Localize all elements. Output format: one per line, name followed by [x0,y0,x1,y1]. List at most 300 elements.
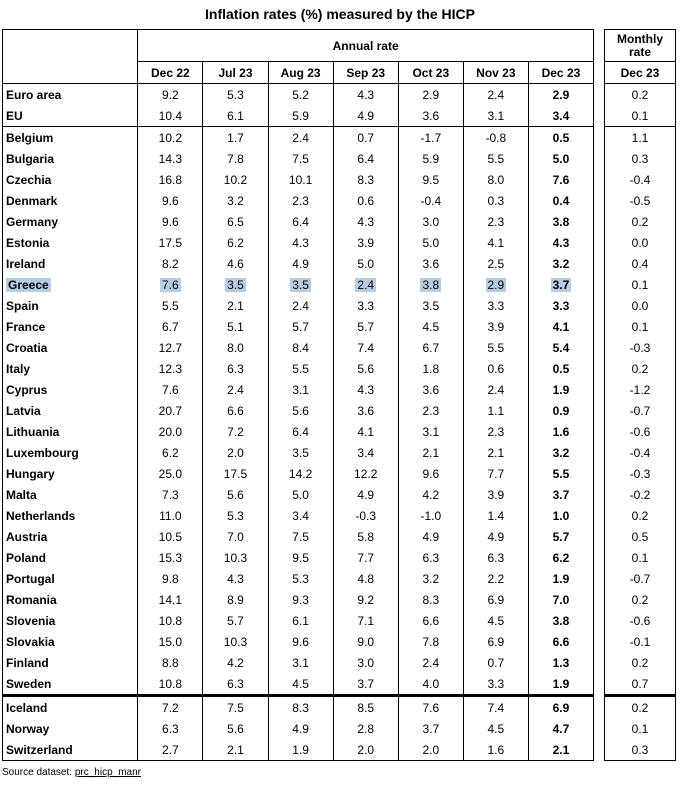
rate-cell [333,610,398,631]
rate-cell [463,105,528,127]
rate-value: 14.2 [288,466,313,481]
rate-cell [203,505,268,526]
rate-value: 3.6 [422,382,440,397]
rate-cell [203,421,268,442]
country-label: Iceland [6,700,48,715]
rate-value: 10.1 [288,172,313,187]
rate-value: 4.1 [552,319,570,334]
rate-cell [268,610,333,631]
rate-value: 2.8 [357,721,375,736]
rate-cell [138,253,203,274]
rate-cell [268,337,333,358]
rate-cell [528,421,593,442]
rate-cell [268,589,333,610]
month-header: Jul 23 [203,62,268,84]
table-row [3,652,594,673]
rate-cell [138,484,203,505]
rate-cell [398,718,463,739]
rate-value: 17.5 [158,235,183,250]
rate-cell [333,211,398,232]
rate-cell [398,127,463,149]
rate-value: 6.7 [162,319,179,334]
rate-value: 10.2 [158,130,183,145]
rate-value: 7.3 [162,487,179,502]
rate-value: 17.5 [223,466,248,481]
rate-cell [528,316,593,337]
rate-cell [463,526,528,547]
monthly-cell: 0.2 [605,652,676,673]
rate-cell [528,589,593,610]
rate-cell [528,400,593,421]
table-row [3,589,594,610]
rate-value: 4.0 [422,676,440,691]
monthly-cell: -0.7 [605,400,676,421]
rate-value: 5.0 [552,151,570,166]
rate-cell [463,148,528,169]
rate-cell [268,274,333,295]
rate-cell [203,631,268,652]
rate-cell [463,127,528,149]
rate-cell [528,253,593,274]
rate-cell [203,484,268,505]
rate-value: 3.6 [422,108,440,123]
country-label: Czechia [6,172,52,187]
rate-cell [398,547,463,568]
country-label: Spain [6,298,39,313]
rate-cell [268,568,333,589]
country-label: Malta [6,487,37,502]
monthly-row [605,589,676,610]
rate-cell [463,169,528,190]
rate-value: 5.5 [292,361,309,376]
rate-cell [203,190,268,211]
rate-cell [203,547,268,568]
header-row-annual [3,30,594,62]
rate-cell [528,568,593,589]
monthly-cell: -0.4 [605,442,676,463]
monthly-row [605,253,676,274]
country-label: Switzerland [6,742,73,757]
rate-cell [463,84,528,106]
monthly-row [605,652,676,673]
rate-value: 4.9 [292,721,309,736]
rate-value: 5.9 [292,108,309,123]
monthly-row [605,631,676,652]
rate-value: 6.1 [292,613,309,628]
rate-cell [528,295,593,316]
country-label: Poland [6,550,47,565]
rate-cell [203,274,268,295]
rate-value: 3.3 [487,676,505,691]
monthly-rate-table [604,29,676,761]
rate-value: 2.9 [487,277,505,292]
rate-cell [138,526,203,547]
country-name [3,190,138,211]
country-name [3,400,138,421]
rate-value: 5.7 [357,319,375,334]
country-name [3,442,138,463]
rate-cell [203,696,268,719]
rate-cell [528,274,593,295]
rate-value: 7.6 [162,277,179,292]
rate-value: 3.5 [422,298,440,313]
monthly-row [605,547,676,568]
rate-value: 3.5 [227,277,244,292]
rate-value: 2.1 [227,742,244,757]
rate-cell [528,337,593,358]
table-row [3,696,594,719]
rate-value: 15.0 [158,634,183,649]
rate-value: 8.2 [162,256,179,271]
rate-cell [268,739,333,761]
monthly-cell: -0.1 [605,631,676,652]
rate-cell [463,463,528,484]
rate-cell [203,316,268,337]
monthly-row [605,337,676,358]
rate-cell [138,739,203,761]
rate-cell [463,190,528,211]
table-title: Inflation rates (%) measured by the HICP [205,6,475,22]
rate-cell [528,673,593,696]
rate-cell [463,295,528,316]
rate-value: 0.7 [357,130,375,145]
rate-cell [268,505,333,526]
rate-cell [138,190,203,211]
rate-value: 6.9 [487,634,505,649]
rate-cell [398,337,463,358]
rate-cell [203,673,268,696]
rate-cell [333,148,398,169]
rate-cell [268,379,333,400]
rate-cell [333,673,398,696]
rate-value: 6.5 [227,214,244,229]
rate-cell [138,652,203,673]
rate-cell [203,718,268,739]
rate-cell [463,379,528,400]
country-name [3,105,138,127]
rate-value: 20.7 [158,403,183,418]
rate-value: 3.1 [292,382,309,397]
rate-cell [463,568,528,589]
rate-cell [398,568,463,589]
rate-cell [398,295,463,316]
rate-value: 5.2 [292,87,309,102]
country-name [3,379,138,400]
rate-cell [268,400,333,421]
rate-value: 0.9 [552,403,570,418]
rate-value: 15.3 [158,550,183,565]
rate-cell [138,274,203,295]
rate-value: 3.8 [552,613,570,628]
rate-value: 3.8 [552,214,570,229]
rate-cell [333,295,398,316]
rate-value: 2.9 [552,87,570,102]
table-row [3,631,594,652]
rate-cell [333,589,398,610]
table-row [3,568,594,589]
rate-cell [333,358,398,379]
country-name [3,127,138,149]
rate-cell [528,127,593,149]
rate-cell [203,148,268,169]
rate-value: 0.6 [487,361,505,376]
rate-value: 2.3 [487,214,505,229]
rate-value: 3.5 [292,445,309,460]
rate-cell [463,589,528,610]
rate-cell [463,232,528,253]
rate-value: 1.1 [487,403,505,418]
rate-cell [333,84,398,106]
rate-value: 14.3 [158,151,183,166]
rate-cell [333,463,398,484]
rate-cell [333,631,398,652]
rate-value: 5.3 [227,508,244,523]
rate-cell [268,105,333,127]
monthly-cell: 0.3 [605,148,676,169]
country-name [3,148,138,169]
monthly-cell: -0.3 [605,337,676,358]
table-row [3,739,594,761]
rate-cell [528,379,593,400]
rate-cell [398,232,463,253]
table-row [3,232,594,253]
annual-rate-header: Annual rate [138,30,594,62]
rate-cell [398,211,463,232]
rate-value: 3.0 [357,655,375,670]
rate-value: 3.4 [357,445,375,460]
rate-cell [463,610,528,631]
monthly-cell: 0.0 [605,232,676,253]
rate-cell [398,148,463,169]
rate-cell [138,127,203,149]
rate-value: 3.1 [292,655,309,670]
monthly-cell: 0.3 [605,739,676,761]
month-header: Aug 23 [268,62,333,84]
rate-value: 4.9 [292,256,309,271]
country-name [3,652,138,673]
rate-value: 3.3 [357,298,375,313]
rate-value: 1.7 [227,130,244,145]
rate-cell [528,148,593,169]
rate-cell [398,589,463,610]
rate-value: 5.0 [422,235,440,250]
rate-value: 3.2 [552,445,570,460]
rate-cell [463,316,528,337]
rate-value: 5.3 [227,87,244,102]
rate-value: 7.2 [227,424,244,439]
rate-cell [138,463,203,484]
rate-value: 0.6 [357,193,375,208]
monthly-cell: 0.1 [605,316,676,337]
country-name [3,211,138,232]
rate-cell [528,610,593,631]
rate-cell [333,274,398,295]
rate-cell [333,337,398,358]
table-row [3,505,594,526]
rate-value: 3.6 [357,403,375,418]
rate-value: 7.7 [487,466,505,481]
rate-cell [333,105,398,127]
rate-value: 6.2 [227,235,244,250]
monthly-row [605,442,676,463]
rate-value: 4.3 [357,87,375,102]
rate-value: 4.3 [292,235,309,250]
rate-value: 20.0 [158,424,183,439]
rate-cell [138,696,203,719]
monthly-cell: 0.5 [605,526,676,547]
rate-cell [203,739,268,761]
rate-value: 7.1 [357,613,375,628]
rate-value: 3.4 [552,108,570,123]
rate-value: 4.1 [487,235,505,250]
rate-value: 4.2 [227,655,244,670]
country-label: Denmark [6,193,58,208]
rate-value: -0.8 [485,130,507,145]
rate-value: 5.7 [292,319,309,334]
table-row [3,358,594,379]
rate-cell [138,337,203,358]
monthly-cell: -0.3 [605,463,676,484]
rate-value: 1.3 [552,655,570,670]
rate-cell [203,295,268,316]
table-row [3,547,594,568]
source-label: Source dataset: [2,767,73,778]
rate-value: 9.6 [162,193,179,208]
country-name [3,84,138,106]
rate-cell [268,358,333,379]
monthly-row [605,211,676,232]
rate-cell [528,442,593,463]
rate-value: 3.9 [487,319,505,334]
rate-value: 3.7 [552,487,570,502]
rate-cell [138,442,203,463]
rate-cell [333,232,398,253]
rate-value: 2.0 [357,742,375,757]
country-name [3,316,138,337]
rate-cell [138,673,203,696]
country-label: Cyprus [6,382,48,397]
rate-cell [268,631,333,652]
rate-cell [138,169,203,190]
rate-value: 2.1 [422,445,440,460]
monthly-rate-header: Monthly rate [605,30,676,62]
rate-value: 2.9 [422,87,440,102]
monthly-cell: 0.2 [605,589,676,610]
monthly-row [605,484,676,505]
country-name [3,463,138,484]
rate-cell [463,696,528,719]
header-empty-cell [3,62,138,84]
rate-value: 3.0 [422,214,440,229]
rate-cell [463,274,528,295]
rate-cell [333,484,398,505]
rate-value: 3.2 [552,256,570,271]
rate-cell [463,739,528,761]
rate-value: 3.8 [422,277,440,292]
rate-value: 6.3 [227,361,244,376]
rate-cell [528,232,593,253]
source-dataset-link[interactable]: prc_hicp_manr [74,767,141,778]
rate-cell [138,211,203,232]
rate-cell [528,526,593,547]
country-label: Finland [6,655,49,670]
rate-cell [528,190,593,211]
rate-value: 5.5 [487,151,505,166]
rate-cell [528,84,593,106]
table-row [3,610,594,631]
header-empty-cell [3,30,138,62]
rate-value: 4.2 [422,487,440,502]
monthly-row [605,568,676,589]
country-name [3,232,138,253]
table-row [3,400,594,421]
country-name [3,421,138,442]
table-row [3,442,594,463]
rate-cell [268,253,333,274]
rate-value: 5.7 [227,613,244,628]
rate-cell [398,421,463,442]
country-label: Italy [6,361,31,376]
monthly-header-row [605,30,676,62]
rate-cell [268,232,333,253]
rate-value: -0.4 [420,193,442,208]
rate-cell [463,211,528,232]
monthly-cell: -0.4 [605,169,676,190]
rate-value: 5.6 [227,487,244,502]
rate-value: 2.1 [227,298,244,313]
rate-value: 4.9 [357,487,375,502]
rate-value: 0.5 [552,130,570,145]
rate-cell [528,211,593,232]
rate-value: 0.4 [552,193,570,208]
annual-rate-table [2,29,594,761]
rate-cell [528,169,593,190]
rate-cell [203,127,268,149]
rate-value: 4.7 [552,721,570,736]
rate-value: 1.0 [552,508,570,523]
monthly-row [605,696,676,719]
country-label: France [6,319,46,334]
rate-cell [333,505,398,526]
country-label: Greece [8,277,49,292]
rate-cell [463,253,528,274]
rate-cell [268,211,333,232]
rate-value: 1.8 [422,361,440,376]
rate-value: 5.0 [357,256,375,271]
rate-value: 3.7 [552,277,570,292]
rate-value: 3.3 [487,298,505,313]
rate-value: 6.6 [552,634,570,649]
rate-value: 2.5 [487,256,505,271]
country-name [3,610,138,631]
rate-value: 7.5 [292,151,309,166]
rate-cell [203,610,268,631]
rate-cell [138,610,203,631]
rate-value: 7.6 [552,172,570,187]
rate-value: 10.5 [158,529,183,544]
country-name [3,337,138,358]
country-label: Romania [6,592,57,607]
rate-cell [268,547,333,568]
rate-value: 2.0 [422,742,440,757]
country-name [3,274,138,295]
rate-value: 6.6 [422,613,440,628]
country-label: Portugal [6,571,55,586]
rate-cell [268,442,333,463]
rate-cell [333,190,398,211]
rate-cell [463,673,528,696]
rate-value: 6.9 [552,700,570,715]
